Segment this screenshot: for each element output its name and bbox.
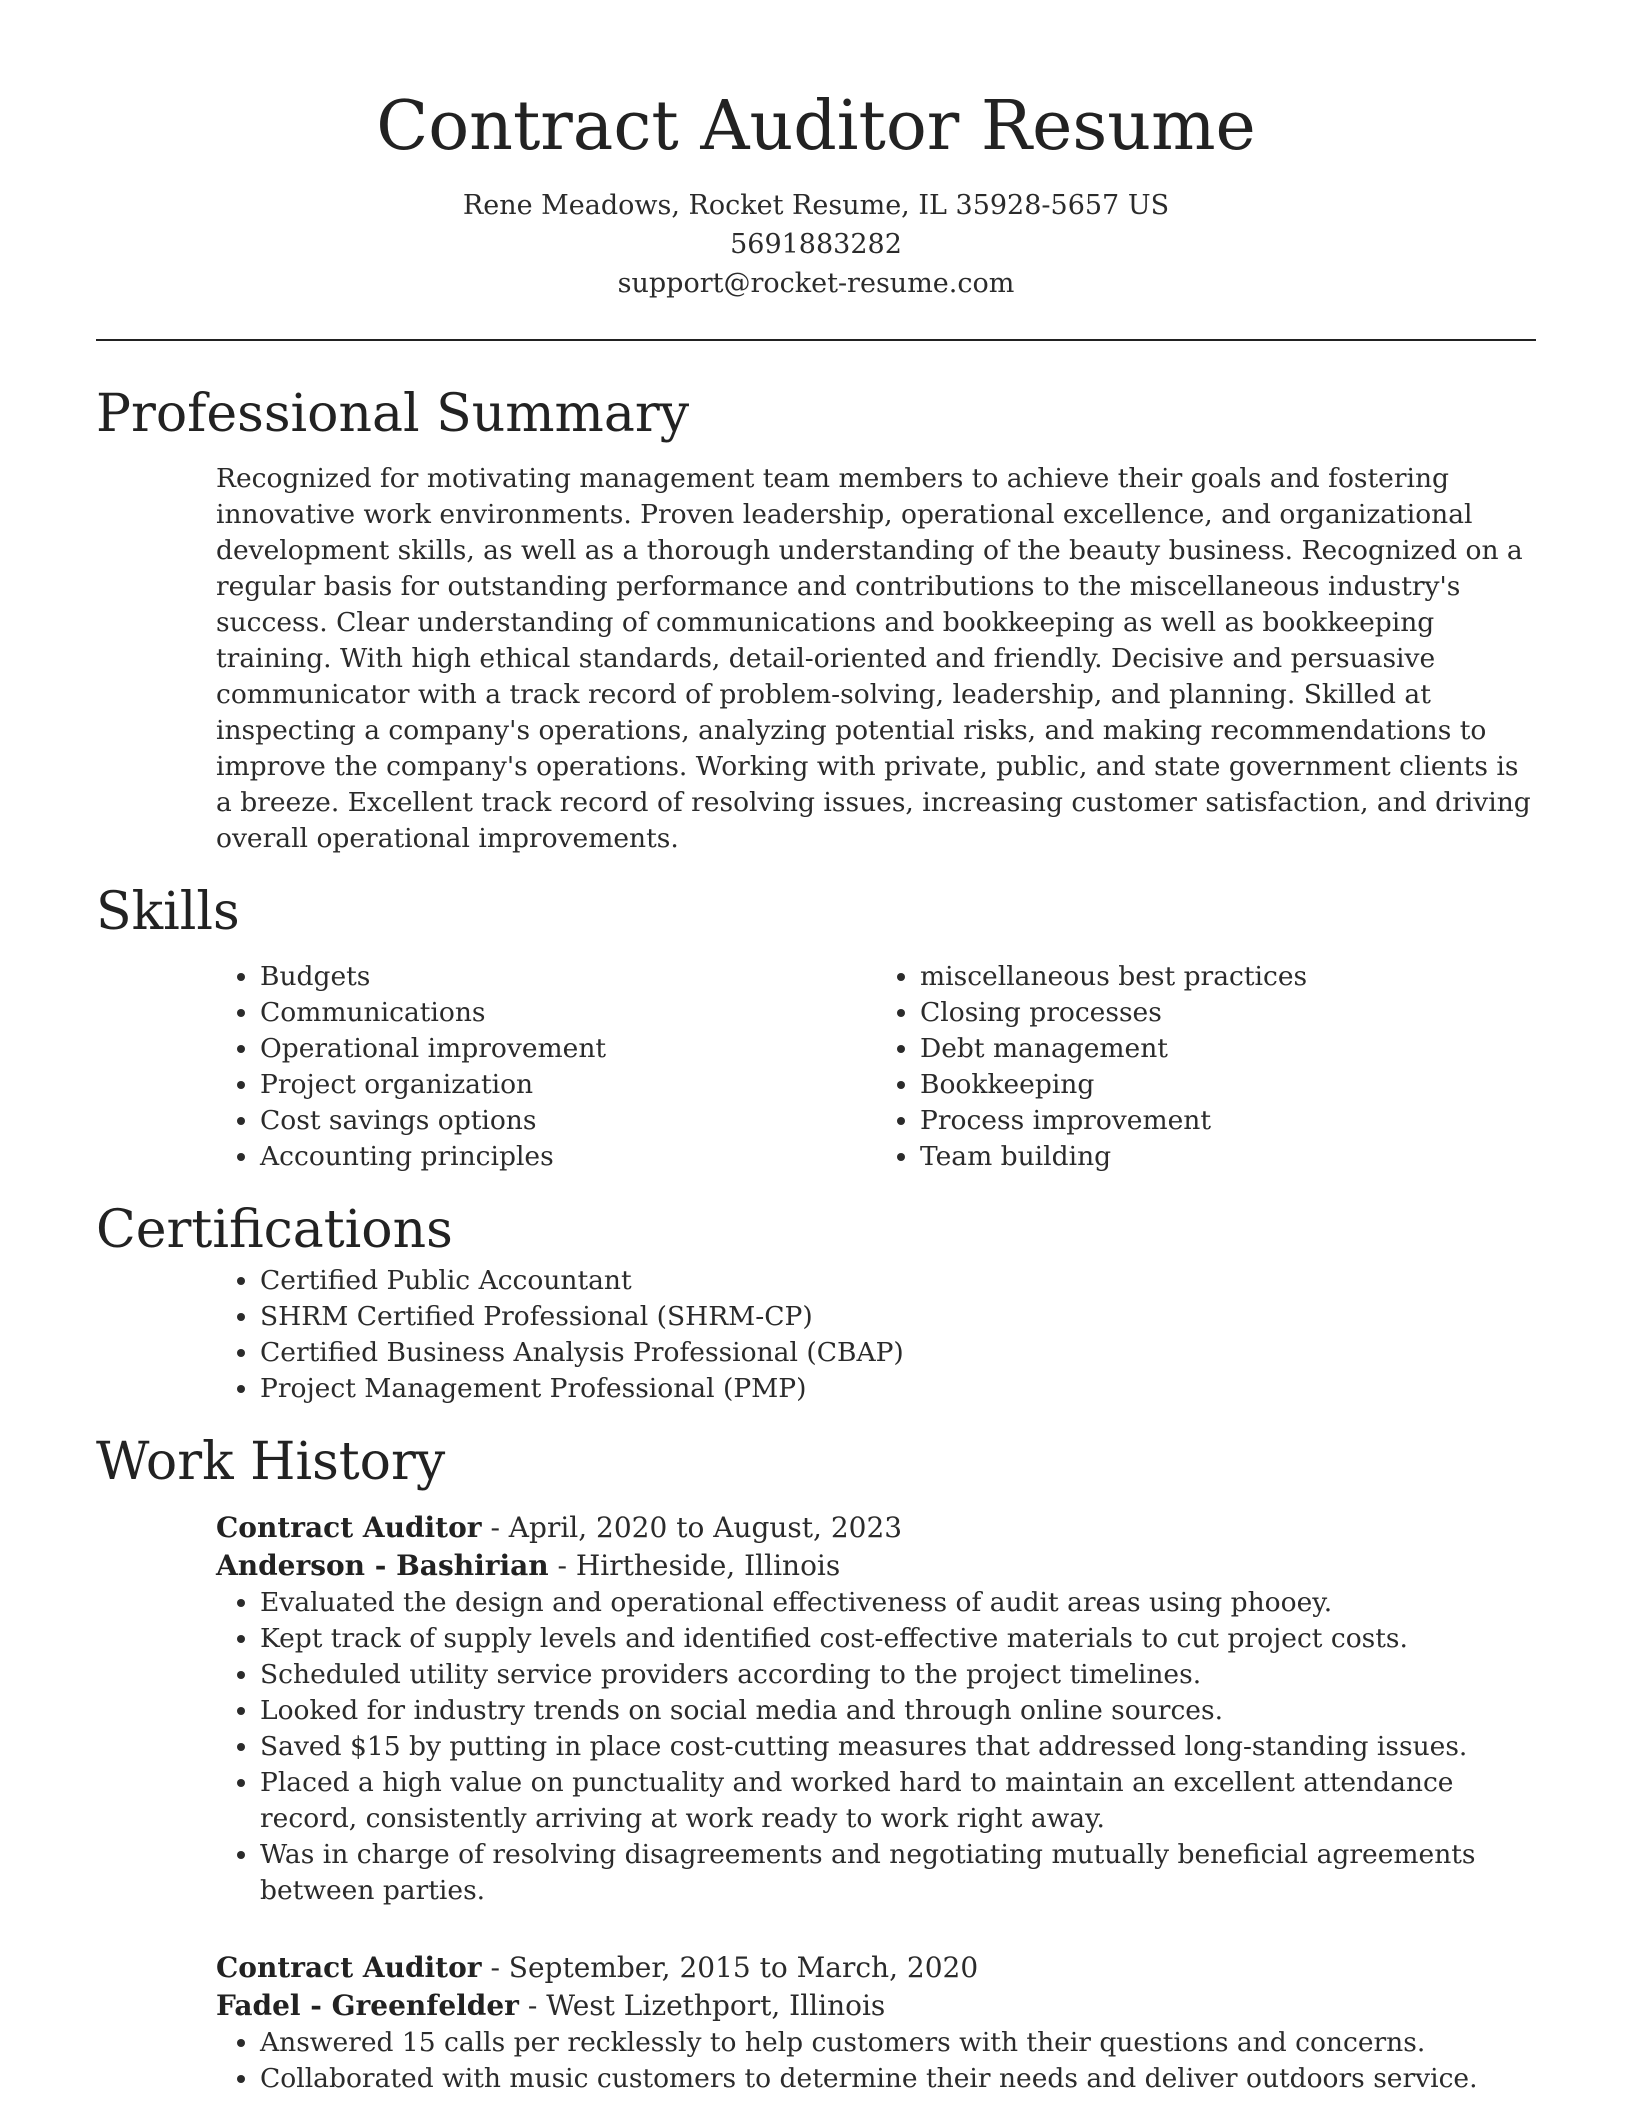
contact-phone: 5691883282: [730, 229, 902, 260]
skills-section: [96, 959, 1536, 1175]
job-bullet: • Placed a high value on punctuality and worked hard to maintain an excellent attendance record, consistently arriving at work ready to work right away.: [260, 1765, 1536, 1837]
job-title: Contract Auditor: [216, 1951, 482, 1984]
skill-item: • Process improvement: [920, 1103, 1536, 1139]
skills-list-left: [216, 959, 876, 1175]
job-bullet: • Was in charge of resolving disagreements and negotiating mutually beneficial agreements between parties.: [260, 1837, 1536, 1909]
header-divider: [96, 339, 1536, 341]
certification-item: • Certified Business Analysis Professional (CBAP): [260, 1335, 1536, 1371]
resume-header: [96, 0, 1536, 303]
certification-item: • Project Management Professional (PMP): [260, 1371, 1536, 1407]
skills-list-right: [876, 959, 1536, 1175]
job-company: Anderson - Bashirian: [216, 1549, 549, 1582]
skill-item: • Debt management: [920, 1031, 1536, 1067]
work-history-heading: Work History: [96, 1432, 446, 1492]
job-bullet-list: [216, 2025, 1536, 2097]
summary-text: Recognized for motivating management team members to achieve their goals and fostering innovative work environments. Proven leadership, operational excellence, and organizational development skills, as well as a thorough understanding of the beauty business. Recognized on a regular basis for outstanding performance and contributions to the miscellaneous industry's success. Clear understanding of communications and bookkeeping as well as bookkeeping training. With high ethical standards, detail-oriented and friendly. Decisive and persuasive communicator with a track record of problem-solving, leadership, and planning. Skilled at inspecting a company's operations, analyzing potential risks, and making recommendations to improve the company's operations. Working with private, public, and state government clients is a breeze. Excellent track record of resolving issues, increasing customer satisfaction, and driving overall operational improvements.: [216, 463, 1531, 854]
certifications-heading: Certifications: [96, 1200, 453, 1260]
skill-item: • Team building: [920, 1139, 1536, 1175]
job-dates: - April, 2020 to August, 2023: [481, 1511, 903, 1544]
skills-heading: Skills: [96, 882, 240, 942]
job-company-line: [216, 1547, 1536, 1585]
summary-section: [96, 461, 1536, 857]
resume-title: Contract Auditor Resume: [376, 87, 1256, 166]
contact-block: [96, 186, 1536, 303]
job-entry: [216, 1509, 1536, 1909]
job-bullet: • Evaluated the design and operational effectiveness of audit areas using phooey.: [260, 1585, 1536, 1621]
skill-item: • Communications: [260, 995, 876, 1031]
certification-item: • SHRM Certified Professional (SHRM-CP): [260, 1299, 1536, 1335]
work-history-section: [96, 1509, 1536, 2097]
skill-item: • Cost savings options: [260, 1103, 876, 1139]
skill-item: • Operational improvement: [260, 1031, 876, 1067]
job-title-line: [216, 1509, 1536, 1547]
job-bullet: • Scheduled utility service providers according to the project timelines.: [260, 1657, 1536, 1693]
job-location: - West Lizethport, Illinois: [518, 1989, 886, 2022]
job-bullet: • Answered 15 calls per recklessly to help customers with their questions and concerns.: [260, 2025, 1536, 2061]
job-company: Fadel - Greenfelder: [216, 1989, 519, 2022]
job-dates: - September, 2015 to March, 2020: [481, 1951, 979, 1984]
summary-heading: Professional Summary: [96, 384, 690, 444]
skill-item: • Accounting principles: [260, 1139, 876, 1175]
certifications-section: [96, 1263, 1536, 1407]
skill-item: • Closing processes: [920, 995, 1536, 1031]
job-bullet: • Looked for industry trends on social media and through online sources.: [260, 1693, 1536, 1729]
job-title: Contract Auditor: [216, 1511, 482, 1544]
job-entry: [216, 1949, 1536, 2097]
certification-item: • Certified Public Accountant: [260, 1263, 1536, 1299]
skill-item: • Bookkeeping: [920, 1067, 1536, 1103]
skill-item: • Project organization: [260, 1067, 876, 1103]
contact-address: Rene Meadows, Rocket Resume, IL 35928-5657 US: [462, 190, 1170, 221]
certifications-list: [216, 1263, 1536, 1407]
skill-item: • miscellaneous best practices: [920, 959, 1536, 995]
job-bullet: • Collaborated with music customers to determine their needs and deliver outdoors service.: [260, 2061, 1536, 2097]
contact-email: support@rocket-resume.com: [617, 268, 1015, 299]
job-bullet: • Kept track of supply levels and identified cost-effective materials to cut project costs.: [260, 1621, 1536, 1657]
skill-item: • Budgets: [260, 959, 876, 995]
job-bullet: • Saved $15 by putting in place cost-cutting measures that addressed long-standing issues.: [260, 1729, 1536, 1765]
job-location: - Hirtheside, Illinois: [548, 1549, 841, 1582]
job-title-line: [216, 1949, 1536, 1987]
job-company-line: [216, 1987, 1536, 2025]
job-bullet-list: [216, 1585, 1536, 1909]
